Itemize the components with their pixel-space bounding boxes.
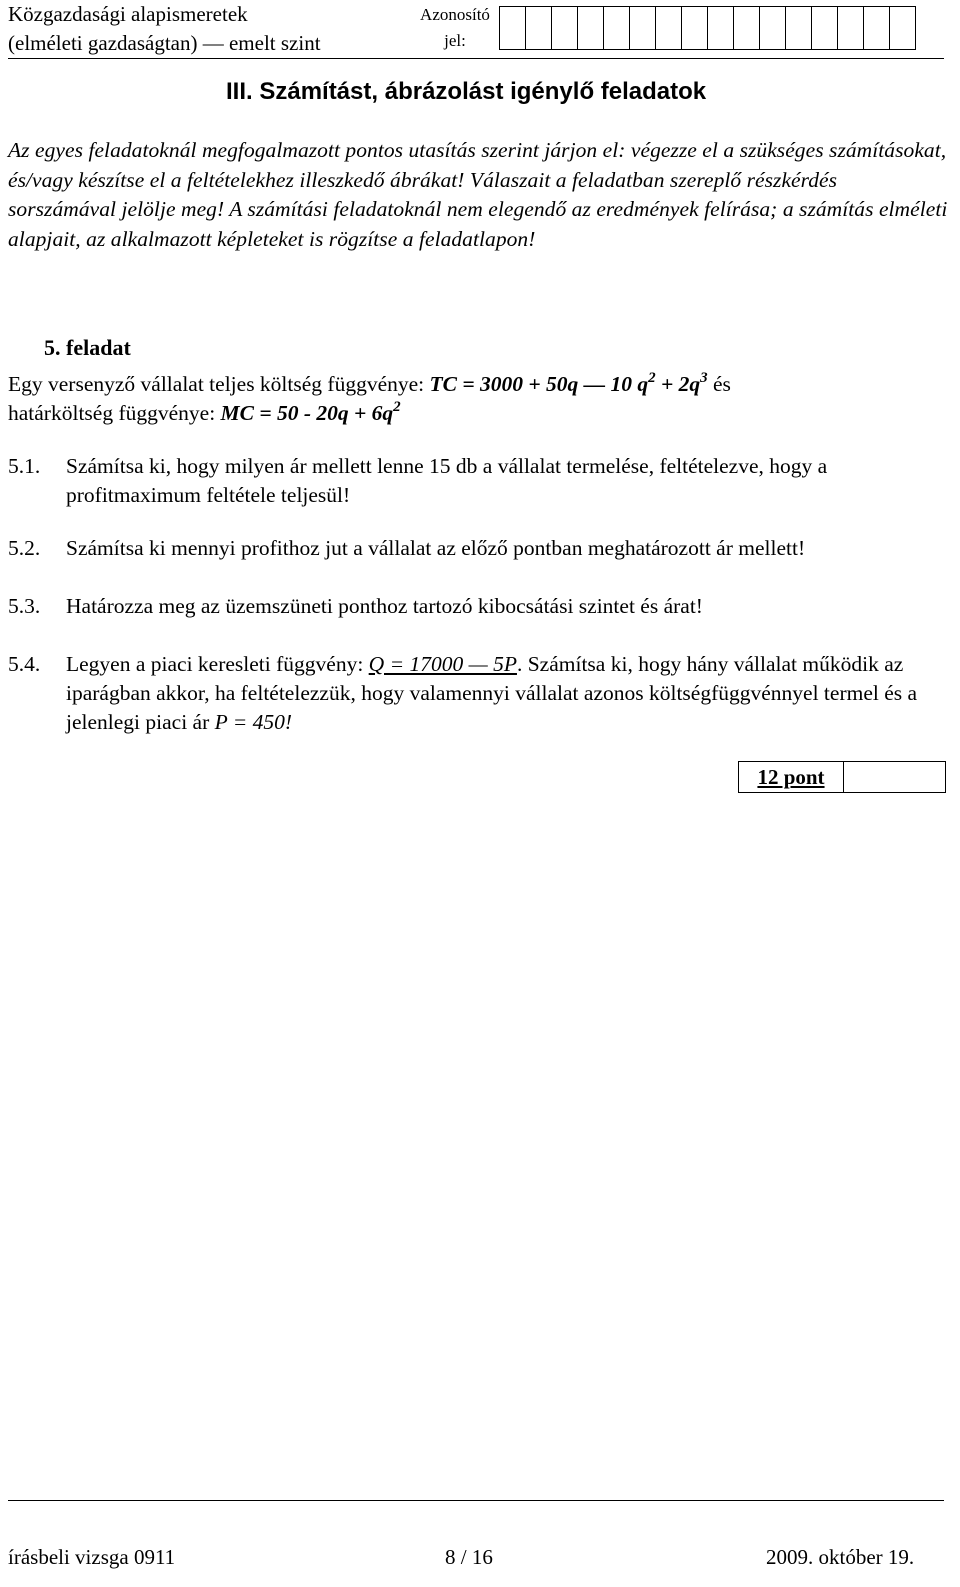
id-digit-box[interactable]	[577, 6, 604, 50]
id-digit-box[interactable]	[889, 6, 916, 50]
id-digit-box[interactable]	[837, 6, 864, 50]
id-digit-box[interactable]	[629, 6, 656, 50]
id-box-row	[500, 6, 916, 50]
tc-exponent-1: 2	[648, 370, 656, 386]
id-label-line-2: jel:	[444, 31, 466, 50]
tc-exponent-2: 3	[700, 370, 708, 386]
id-digit-box[interactable]	[759, 6, 786, 50]
footer-left: írásbeli vizsga 0911	[8, 1545, 176, 1569]
id-digit-box[interactable]	[811, 6, 838, 50]
id-digit-box[interactable]	[733, 6, 760, 50]
id-digit-box[interactable]	[707, 6, 734, 50]
instructions: Az egyes feladatoknál megfogalmazott pontos utasítás szerint járjon el: végezze el a szükséges számításokat, és/vagy készítse el a feltételekhez illeszkedő ábrákat! Válaszait a feladatban szereplő részkérdés sorszámával jelölje meg! A számítási feladatoknál nem elegendő az eredmények felírása; a számítás elméleti alapjait, az alkalmazott képleteket is rögzítse a feladatlapon!	[8, 138, 948, 251]
section-title: III. Számítást, ábrázolást igénylő feladatok	[226, 78, 707, 105]
id-digit-box[interactable]	[499, 6, 526, 50]
tc-formula: TC = 3000 + 50q — 10 $q^2 + 2q^3$	[429, 370, 708, 396]
footer-date: 2009. október 19.	[766, 1545, 915, 1569]
mc-exponent: 2	[393, 399, 401, 415]
task-intro-and: és	[707, 372, 731, 396]
price-formula: P = 450!	[214, 710, 293, 734]
id-digit-box[interactable]	[603, 6, 630, 50]
id-digit-box[interactable]	[655, 6, 682, 50]
subject-line-1: Közgazdasági alapismeretek	[8, 2, 248, 26]
mc-formula: MC = $50 - 20q + 6q^2$	[220, 399, 401, 425]
task-title: 5. feladat	[44, 335, 131, 360]
subtask-text: Számítsa ki, hogy milyen ár mellett lenne 15 db a vállalat termelése, feltételezve, hogy a profitmaximum feltétele teljesül!	[66, 454, 828, 507]
points-box	[738, 761, 946, 793]
footer-page: 8 / 16	[445, 1545, 493, 1569]
task-intro-text: Egy versenyző vállalat teljes költség függvénye:	[8, 372, 430, 396]
subtask-text: Számítsa ki mennyi profithoz jut a vállalat az előző pontban meghatározott ár mellett!	[66, 536, 806, 560]
subtask-number: 5.4.	[8, 652, 41, 676]
task-statement	[8, 370, 948, 428]
id-label-line-1: Azonosító	[420, 5, 490, 24]
demand-formula: Q = 17000 — 5P	[368, 652, 517, 676]
subtask-number: 5.3.	[8, 594, 41, 618]
points-label: 12 pont	[739, 762, 844, 792]
id-digit-box[interactable]	[863, 6, 890, 50]
subtask-text: Határozza meg az üzemszüneti ponthoz tartozó kibocsátási szintet és árat!	[66, 594, 703, 618]
header-rule	[8, 58, 944, 59]
id-digit-box[interactable]	[525, 6, 552, 50]
header-subject	[8, 0, 321, 58]
task-mc-intro: határköltség függvénye:	[8, 401, 221, 425]
id-digit-box[interactable]	[681, 6, 708, 50]
subtask-number: 5.1.	[8, 454, 41, 478]
id-digit-box[interactable]	[551, 6, 578, 50]
id-label	[414, 2, 496, 54]
subtask-text: Legyen a piaci keresleti függvény: Q = 17000 — 5P. Számítsa ki, hogy hány vállalat működik az iparágban akkor, ha feltételezzük, hogy valamennyi vállalat azonos költségfüggvénnyel termel és a jelenlegi piaci ár P = 450!	[66, 652, 918, 734]
points-score-cell	[844, 762, 945, 792]
subject-line-2: (elméleti gazdaságtan) — emelt szint	[8, 31, 321, 55]
id-digit-box[interactable]	[785, 6, 812, 50]
subtask-number: 5.2.	[8, 536, 41, 560]
footer-rule	[8, 1500, 944, 1501]
